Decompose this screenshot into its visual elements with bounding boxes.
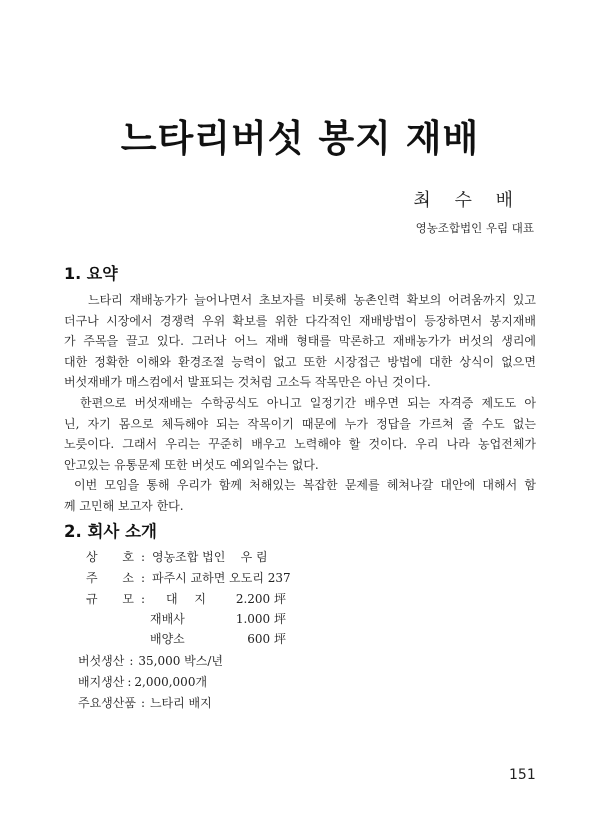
info-row-main-products: 주요생산품 : 느타리 배지 xyxy=(78,696,212,710)
info-value: 35,000 박스/년 xyxy=(138,654,223,668)
author-name: 최 수 배 xyxy=(413,190,522,211)
info-row-name: 상 호 : 영농조합 법인 우 림 xyxy=(86,550,268,564)
scale-item-label: 대 지 xyxy=(166,592,206,606)
info-value: 2,000,000개 xyxy=(134,675,208,689)
page-number: 151 xyxy=(509,767,536,783)
author-affiliation: 영농조합법인 우림 대표 xyxy=(415,221,534,235)
scale-item-label: 재배사 xyxy=(150,612,185,626)
summary-line: 더구나 시장에서 경쟁력 우위 확보를 위한 다각적인 재배방법이 등장하면서 봉지재배 xyxy=(64,313,536,328)
info-value: 영농조합 법인 우 림 xyxy=(152,550,268,564)
scale-item-value: 1.000 坪 xyxy=(235,612,286,626)
scale-item-value: 2.200 坪 xyxy=(235,592,286,606)
summary-paragraph xyxy=(64,290,536,517)
info-label: 주요생산품 xyxy=(78,696,136,710)
summary-line: 께 고민해 보고자 한다. xyxy=(64,498,184,513)
info-label: 상 호 xyxy=(86,550,134,564)
summary-line: 한편으로 버섯재배는 수학공식도 아니고 일정기간 배우면 되는 자격증 제도도 아 xyxy=(80,395,536,410)
info-row-scale: 규 모 : xyxy=(86,592,146,606)
info-value: 파주시 교하면 오도리 237 xyxy=(152,571,291,585)
summary-line: 느타리 재배농가가 늘어나면서 초보자를 비롯해 농촌인력 확보의 어려움까지 있고 xyxy=(88,293,536,307)
info-label: 규 모 xyxy=(86,592,134,606)
summary-line: 이번 모임을 통해 우리가 함께 처해있는 복잡한 문제를 헤쳐나갈 대안에 대해서 함 xyxy=(74,478,536,493)
summary-line: 가 주목을 끌고 있다. 그러나 어느 재배 형태를 막론하고 재배농가가 버섯의 생리에 xyxy=(64,334,536,349)
info-label: 버섯생산 xyxy=(78,654,125,668)
summary-line: 닌, 자기 몸으로 체득해야 되는 작목이기 때문에 누가 정답을 가르쳐 줄 수도 없는 xyxy=(64,416,536,431)
summary-line: 노릇이다. 그래서 우리는 꾸준히 배우고 노력해야 할 것이다. 우리 나라 농업전체가 xyxy=(64,437,536,452)
info-label: 주 소 xyxy=(86,571,134,585)
section-heading-summary: 1. 요약 xyxy=(64,264,118,283)
info-row-bag-production: 배지생산 : 2,000,000개 xyxy=(78,675,208,689)
summary-line: 대한 정확한 이해와 환경조절 능력이 없고 또한 시장접근 방법에 대한 상식이 없으면 xyxy=(64,354,536,369)
scale-item-value: 600 坪 xyxy=(247,632,286,646)
info-value: 느타리 배지 xyxy=(149,696,212,710)
page-title: 느타리버섯 봉지 재배 xyxy=(120,117,480,160)
info-label: 배지생산 xyxy=(78,675,125,689)
info-row-address: 주 소 : 파주시 교하면 오도리 237 xyxy=(86,571,291,585)
section-heading-company: 2. 회사 소개 xyxy=(64,522,157,541)
summary-line: 안고있는 유통문제 또한 버섯도 예외일수는 없다. xyxy=(64,457,319,472)
summary-line: 버섯재배가 매스컴에서 발표되는 것처럼 고소득 작목만은 아닌 것이다. xyxy=(64,375,431,390)
info-row-production: 버섯생산 : 35,000 박스/년 xyxy=(78,654,223,668)
scale-item-label: 배양소 xyxy=(150,632,185,646)
